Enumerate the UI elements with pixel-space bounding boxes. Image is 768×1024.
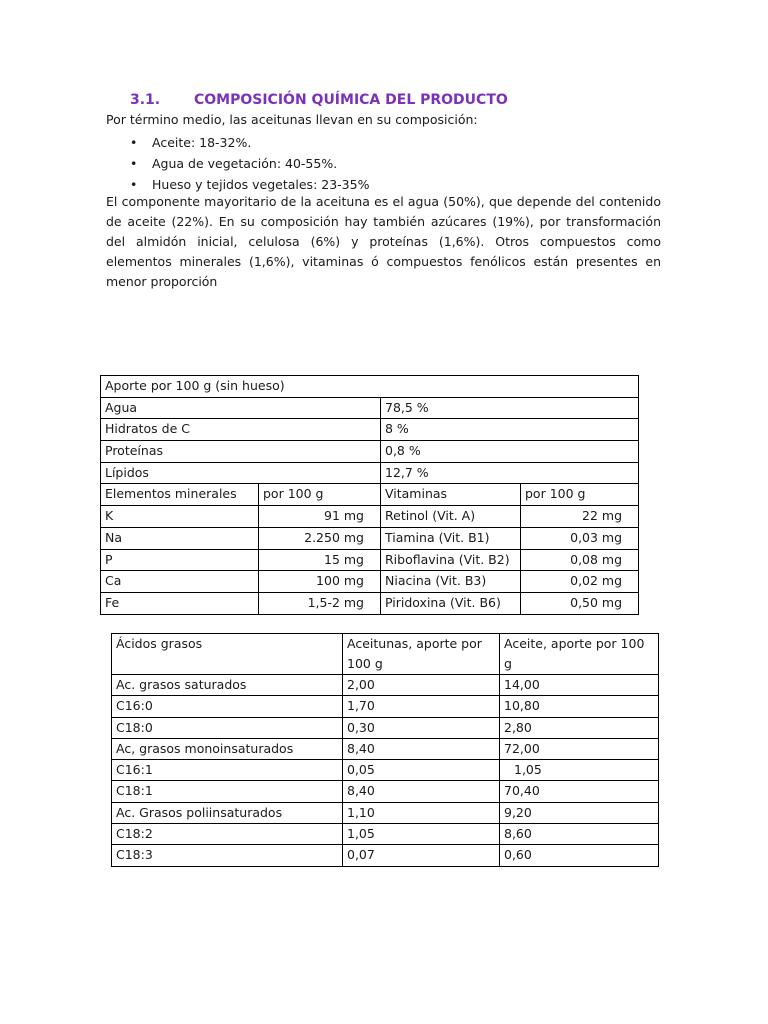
table-cell: 78,5 % xyxy=(381,397,639,419)
table-row xyxy=(112,696,659,717)
table-row xyxy=(101,592,639,614)
table-cell: 8,40 xyxy=(343,781,500,802)
fatty-acids-table xyxy=(111,633,659,867)
table-cell: 2.250 mg xyxy=(259,527,381,549)
table-cell: Agua xyxy=(101,397,381,419)
table-cell: Ac, grasos monoinsaturados xyxy=(112,738,343,759)
table-cell: 0,50 mg xyxy=(521,592,639,614)
table-cell: Riboflavina (Vit. B2) xyxy=(381,549,521,571)
table-row xyxy=(112,717,659,738)
column-header: Aceitunas, aporte por 100 g xyxy=(343,634,500,675)
table-cell: C16:1 xyxy=(112,760,343,781)
table-cell: Ac. grasos saturados xyxy=(112,675,343,696)
intro-text: Por término medio, las aceitunas llevan en su composición: xyxy=(106,112,478,127)
table-row xyxy=(112,781,659,802)
table-row xyxy=(112,738,659,759)
table-cell: Lípidos xyxy=(101,462,381,484)
table-header-row xyxy=(112,634,659,675)
section-heading xyxy=(130,92,508,108)
table-row xyxy=(101,549,639,571)
table-cell: 2,80 xyxy=(500,717,659,738)
table-cell: 0,60 xyxy=(500,845,659,866)
table-cell: 0,05 xyxy=(343,760,500,781)
list-item: • Agua de vegetación: 40-55%. xyxy=(130,153,369,174)
table-cell: Na xyxy=(101,527,259,549)
list-item: • Aceite: 18-32%. xyxy=(130,132,369,153)
table-cell: 10,80 xyxy=(500,696,659,717)
column-header: Vitaminas xyxy=(381,484,521,506)
table-cell: 1,5-2 mg xyxy=(259,592,381,614)
table-row xyxy=(101,527,639,549)
nutrition-table xyxy=(100,375,639,615)
section-title: COMPOSICIÓN QUÍMICA DEL PRODUCTO xyxy=(194,92,508,108)
table-cell: 1,70 xyxy=(343,696,500,717)
table-cell: C18:0 xyxy=(112,717,343,738)
nutrition-title: Aporte por 100 g (sin hueso) xyxy=(101,376,639,398)
table-cell: 8 % xyxy=(381,419,639,441)
table-row xyxy=(101,571,639,593)
table-cell: 91 mg xyxy=(259,506,381,528)
table-cell: 0,8 % xyxy=(381,441,639,463)
table-cell: 70,40 xyxy=(500,781,659,802)
table-header-row xyxy=(101,484,639,506)
table-cell: 9,20 xyxy=(500,802,659,823)
table-row xyxy=(112,760,659,781)
composition-list xyxy=(130,132,369,195)
table-cell: C16:0 xyxy=(112,696,343,717)
table-cell: P xyxy=(101,549,259,571)
table-cell: Ca xyxy=(101,571,259,593)
table-cell: C18:2 xyxy=(112,824,343,845)
table-cell: 100 mg xyxy=(259,571,381,593)
column-header: Ácidos grasos xyxy=(112,634,343,675)
table-cell: 12,7 % xyxy=(381,462,639,484)
table-cell: 8,40 xyxy=(343,738,500,759)
table-cell: 14,00 xyxy=(500,675,659,696)
table-cell: 0,07 xyxy=(343,845,500,866)
table-cell: Tiamina (Vit. B1) xyxy=(381,527,521,549)
table-cell: 8,60 xyxy=(500,824,659,845)
table-cell: Piridoxina (Vit. B6) xyxy=(381,592,521,614)
table-cell: Hidratos de C xyxy=(101,419,381,441)
table-cell: Ac. Grasos poliinsaturados xyxy=(112,802,343,823)
table-cell: Retinol (Vit. A) xyxy=(381,506,521,528)
table-cell: Fe xyxy=(101,592,259,614)
table-cell: 1,05 xyxy=(343,824,500,845)
table-row xyxy=(101,419,639,441)
column-header: por 100 g xyxy=(521,484,639,506)
table-cell: 15 mg xyxy=(259,549,381,571)
table-cell: Niacina (Vit. B3) xyxy=(381,571,521,593)
table-cell: 1,05 xyxy=(500,760,659,781)
table-row xyxy=(101,397,639,419)
column-header: Aceite, aporte por 100 g xyxy=(500,634,659,675)
table-cell: K xyxy=(101,506,259,528)
table-cell: 1,10 xyxy=(343,802,500,823)
table-row xyxy=(101,506,639,528)
table-cell: C18:3 xyxy=(112,845,343,866)
composition-paragraph: El componente mayoritario de la aceituna es el agua (50%), que depende del contenido de aceite (22%). En su composición hay también azúcares (19%), por transformación del almidón inicial, celulosa (6%) y proteínas (1,6%). Otros compuestos como elementos minerales (1,6%), vitaminas ó compuestos fenólicos están presentes en menor proporción xyxy=(106,194,661,289)
table-row xyxy=(101,462,639,484)
table-row xyxy=(101,376,639,398)
table-cell: 72,00 xyxy=(500,738,659,759)
table-row xyxy=(112,802,659,823)
table-cell: 0,02 mg xyxy=(521,571,639,593)
table-row xyxy=(112,845,659,866)
list-item: • Hueso y tejidos vegetales: 23-35% xyxy=(130,174,369,195)
table-cell: 0,30 xyxy=(343,717,500,738)
table-cell: 0,03 mg xyxy=(521,527,639,549)
column-header: Elementos minerales xyxy=(101,484,259,506)
table-cell: C18:1 xyxy=(112,781,343,802)
table-row xyxy=(101,441,639,463)
section-number: 3.1. xyxy=(130,92,161,108)
table-row xyxy=(112,675,659,696)
table-cell: 0,08 mg xyxy=(521,549,639,571)
table-row xyxy=(112,824,659,845)
column-header: por 100 g xyxy=(259,484,381,506)
table-cell: 22 mg xyxy=(521,506,639,528)
table-cell: 2,00 xyxy=(343,675,500,696)
table-cell: Proteínas xyxy=(101,441,381,463)
